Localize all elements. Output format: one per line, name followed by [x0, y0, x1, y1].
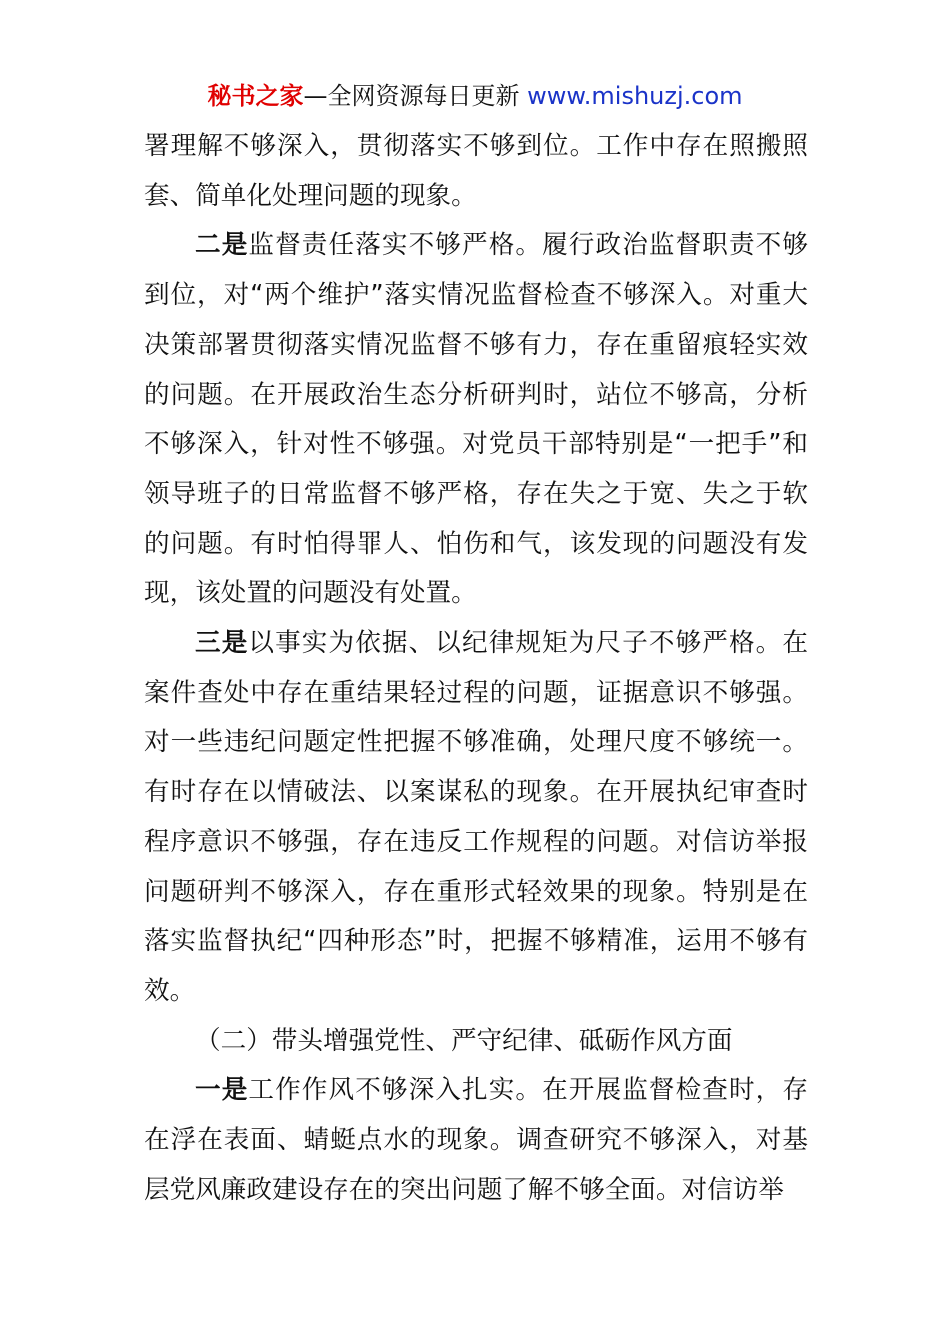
header-tagline: —全网资源每日更新 [303, 82, 528, 110]
brand-name: 秘书之家 [207, 82, 304, 110]
paragraph-text: 以事实为依据、以纪律规矩为尺子不够严格。在案件查处中存在重结果轻过程的问题，证据意识不够强。对一些违纪问题定性把握不够准确，处理尺度不够统一。有时存在以情破法、以案谋私的现象。在开展执纪审查时程序意识不够强，存在违反工作规程的问题。对信访举报问题研判不够深入，存在重形式轻效果的现象。特别是在落实监督执纪“四种形态”时，把握不够精准，运用不够有效。 [144, 628, 808, 1006]
section-heading-text: （二）带头增强党性、严守纪律、砥砺作风方面 [195, 1025, 733, 1056]
paragraph-lead: 一是 [195, 1075, 249, 1106]
site-url-link[interactable]: www.mishuzj.com [527, 82, 743, 110]
document-body [144, 122, 808, 1215]
paragraph-text: 工作作风不够深入扎实。在开展监督检查时，存在浮在表面、蜻蜓点水的现象。调查研究不够深入，对基层党风廉政建设存在的突出问题了解不够全面。对信访举 [144, 1075, 808, 1205]
paragraph-text: 监督责任落实不够严格。履行政治监督职责不够到位，对“两个维护”落实情况监督检查不够深入。对重大决策部署贯彻落实情况监督不够有力，存在重留痕轻实效的问题。在开展政治生态分析研判时，站位不够高，分析不够深入，针对性不够强。对党员干部特别是“一把手”和领导班子的日常监督不够严格，存在失之于宽、失之于软的问题。有时怕得罪人、怕伤和气，该发现的问题没有发现，该处置的问题没有处置。 [144, 230, 808, 609]
paragraph-text: 署理解不够深入，贯彻落实不够到位。工作中存在照搬照套、简单化处理问题的现象。 [144, 131, 808, 211]
paragraph-lead: 三是 [195, 628, 249, 659]
section-heading [144, 1017, 808, 1067]
paragraph-item-one [144, 1066, 808, 1215]
paragraph-item-three [144, 619, 808, 1017]
paragraph-continued [144, 122, 808, 221]
paragraph-lead: 二是 [195, 230, 249, 261]
paragraph-item-two [144, 221, 808, 619]
site-header [0, 78, 950, 114]
